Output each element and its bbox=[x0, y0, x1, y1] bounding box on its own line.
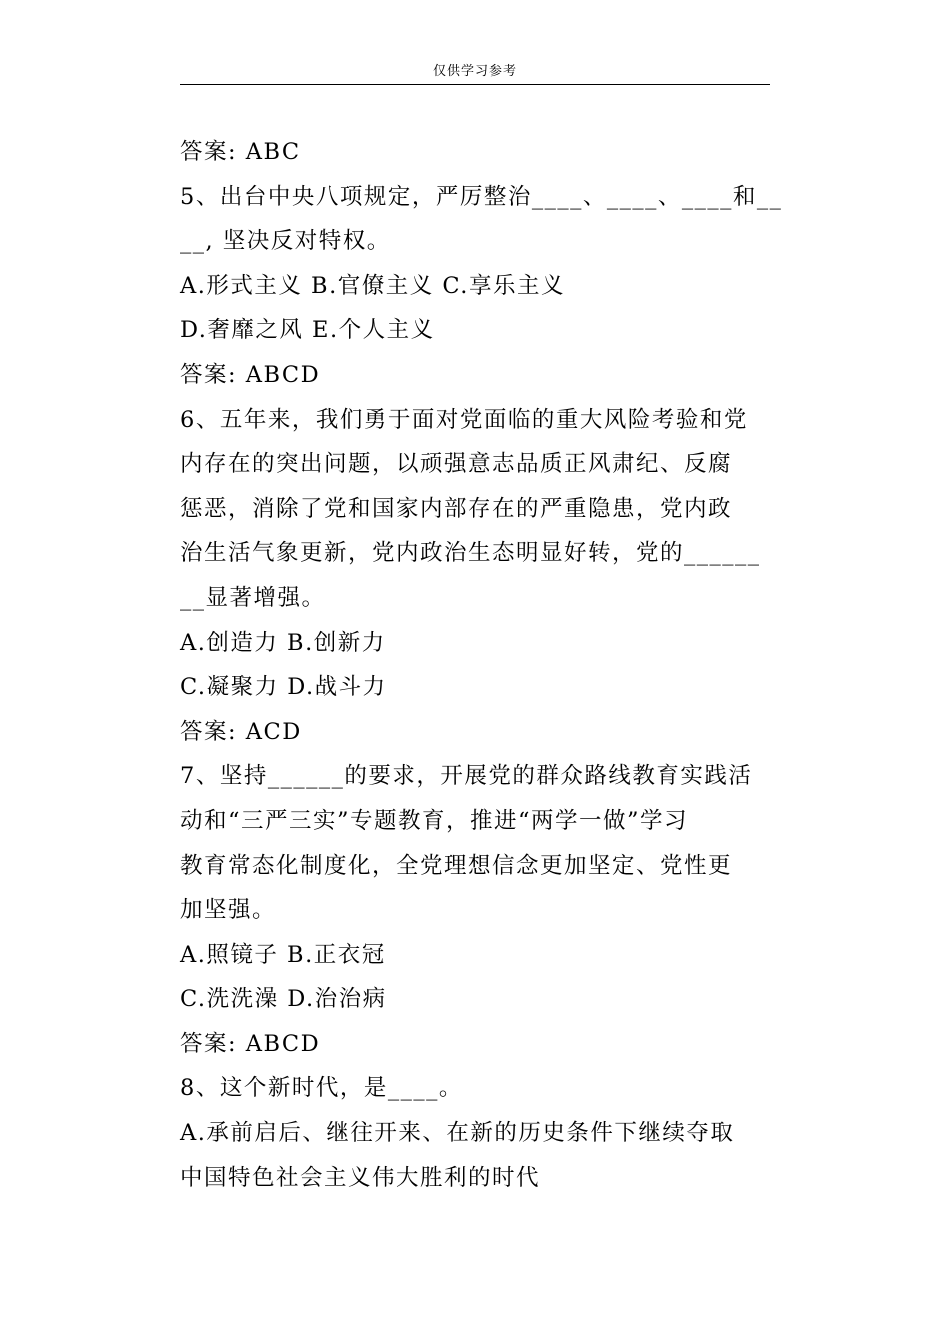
header-text: 仅供学习参考 bbox=[432, 64, 517, 79]
question-5-line-1: 5、出台中央八项规定，严厉整治____、____、____和__ bbox=[180, 183, 783, 210]
question-6-line-4: 治生活气象更新，党内政治生态明显好转，党的______ bbox=[180, 540, 761, 567]
question-7-line-2: 动和“三严三实”专题教育，推进“两学一做”学习 bbox=[180, 807, 689, 834]
question-8-option-a-line-2: 中国特色社会主义伟大胜利的时代 bbox=[180, 1164, 541, 1191]
question-6-options-2: C.凝聚力 D.战斗力 bbox=[180, 674, 387, 701]
question-7-line-1: 7、坚持______的要求，开展党的群众路线教育实践活 bbox=[180, 763, 753, 790]
question-7-options-1: A.照镜子 B.正衣冠 bbox=[180, 941, 386, 968]
question-5-line-2: __, 坚决反对特权。 bbox=[180, 228, 391, 255]
question-5-options-2: D.奢靡之风 E.个人主义 bbox=[180, 317, 435, 344]
question-6-line-3: 惩恶，消除了党和国家内部存在的严重隐患，党内政 bbox=[180, 495, 733, 522]
answer-line-q7: 答案: ABCD bbox=[180, 1030, 321, 1057]
answer-line-q6: 答案: ACD bbox=[180, 718, 302, 745]
question-6-line-2: 内存在的突出问题，以顽强意志品质正风肃纪、反腐 bbox=[180, 451, 733, 478]
page-header bbox=[180, 60, 770, 85]
question-7-line-3: 教育常态化制度化，全党理想信念更加坚定、党性更 bbox=[180, 852, 733, 879]
question-7-line-4: 加坚强。 bbox=[180, 897, 277, 924]
question-6-line-1: 6、五年来，我们勇于面对党面临的重大风险考验和党 bbox=[180, 406, 748, 433]
answer-line-q4: 答案: ABC bbox=[180, 139, 301, 165]
question-5-options-1: A.形式主义 B.官僚主义 C.享乐主义 bbox=[180, 272, 565, 299]
answer-line-q5: 答案: ABCD bbox=[180, 361, 321, 388]
question-8-option-a-line-1: A.承前启后、继往开来、在新的历史条件下继续夺取 bbox=[180, 1120, 735, 1147]
question-6-options-1: A.创造力 B.创新力 bbox=[180, 629, 386, 656]
question-6-line-5: __显著增强。 bbox=[180, 584, 326, 611]
question-7-options-2: C.洗洗澡 D.治治病 bbox=[180, 986, 387, 1013]
document-body bbox=[180, 130, 783, 1200]
question-8-line-1: 8、这个新时代，是____。 bbox=[180, 1075, 463, 1102]
